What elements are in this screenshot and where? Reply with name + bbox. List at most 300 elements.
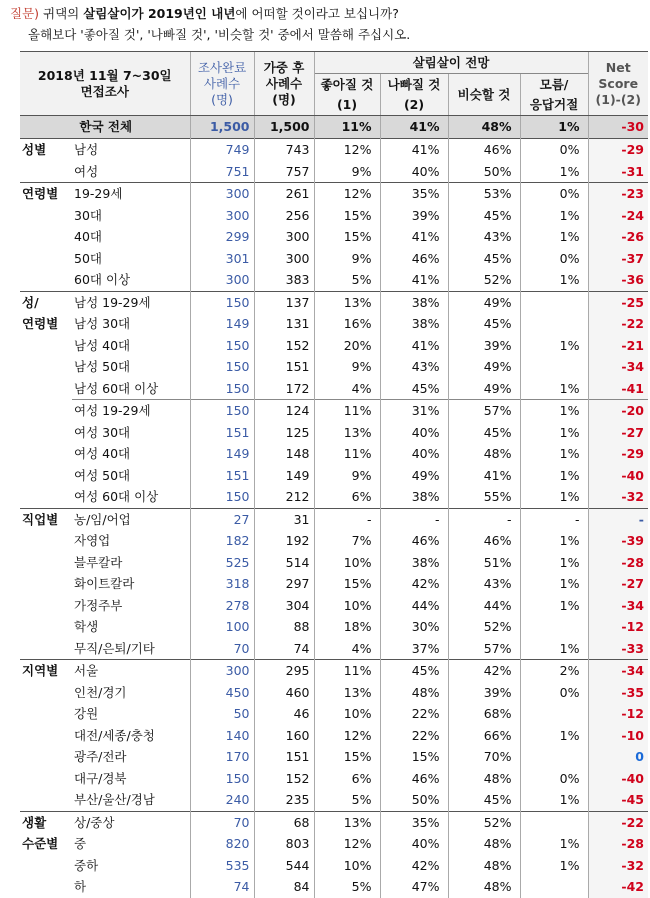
pct-better: 12% (314, 725, 380, 747)
sample-complete: 140 (190, 725, 254, 747)
row-label: 30대 (74, 207, 102, 223)
sample-weighted: 304 (254, 595, 314, 617)
pct-same: 49% (448, 378, 520, 400)
table-row (20, 183, 648, 205)
pct-same: 55% (448, 486, 520, 508)
table-row (20, 768, 648, 790)
pct-worse: 48% (380, 682, 448, 704)
sample-weighted: 544 (254, 855, 314, 877)
row-label: 여성 60대 이상 (74, 489, 159, 504)
pct-same: 39% (448, 335, 520, 357)
pct-dk: 0% (520, 682, 588, 704)
pct-worse: 40% (380, 833, 448, 855)
sample-weighted: 124 (254, 400, 314, 422)
table-row (20, 746, 648, 768)
pct-dk: 0% (520, 183, 588, 205)
net-score: -40 (588, 465, 648, 487)
pct-dk: 1% (520, 833, 588, 855)
table-row (20, 833, 648, 855)
table-row (20, 811, 648, 833)
sample-complete: 151 (190, 465, 254, 487)
row-label: 여성 40대 (74, 446, 131, 461)
sample-weighted: 88 (254, 616, 314, 638)
pct-same: 53% (448, 183, 520, 205)
pct-worse: 46% (380, 248, 448, 270)
question-tag: 질문) (10, 6, 40, 21)
question-line-2: 올해보다 '좋아질 것', '나빠질 것', '비슷할 것' 중에서 말씀해 주십시오. (28, 27, 411, 42)
pct-better: 10% (314, 703, 380, 725)
sample-weighted: 514 (254, 552, 314, 574)
sample-weighted: 84 (254, 876, 314, 898)
row-label: 무직/은퇴/기타 (74, 640, 155, 656)
group-label: 성별 (20, 139, 72, 183)
net-score: -45 (588, 789, 648, 811)
table-row (20, 595, 648, 617)
pct-better: 11% (314, 660, 380, 682)
table-row (20, 400, 648, 422)
sample-complete: 299 (190, 226, 254, 248)
row-label: 여성 19-29세 (72, 400, 190, 422)
header-net-score: Net Score (1)-(2) (588, 52, 648, 116)
header-sample-weighted: 가중 후 사례수 (명) (254, 52, 314, 116)
group-label: 생활 수준별 (20, 811, 72, 898)
table-row (20, 269, 648, 291)
table-row (20, 248, 648, 270)
table-row (20, 876, 648, 898)
sample-weighted: 460 (254, 682, 314, 704)
pct-same: 46% (448, 530, 520, 552)
net-score: -32 (588, 855, 648, 877)
pct-dk: 1% (520, 855, 588, 877)
sample-complete: 278 (190, 595, 254, 617)
pct-dk: 1% (520, 378, 588, 400)
pct-worse: 41% (380, 226, 448, 248)
pct-same: 42% (448, 660, 520, 682)
sample-complete: 150 (190, 768, 254, 790)
sample-weighted: 46 (254, 703, 314, 725)
sample-weighted: 160 (254, 725, 314, 747)
table-row (20, 682, 648, 704)
row-label: 학생 (74, 619, 99, 634)
pct-worse: 45% (380, 660, 448, 682)
pct-better: 18% (314, 616, 380, 638)
pct-dk: 1% (520, 205, 588, 227)
row-label: 여성 30대 (74, 424, 131, 440)
pct-dk: 1% (520, 269, 588, 291)
net-score: -10 (588, 725, 648, 747)
row-label: 인천/경기 (74, 684, 127, 700)
pct-better: 15% (314, 573, 380, 595)
sample-complete: 300 (190, 269, 254, 291)
net-score: -32 (588, 486, 648, 508)
net-score: - (588, 508, 648, 530)
net-score: -28 (588, 552, 648, 574)
table-row-total (20, 116, 648, 139)
row-label: 60대 이상 (74, 272, 131, 287)
net-score: -28 (588, 833, 648, 855)
pct-worse: 47% (380, 876, 448, 898)
pct-better: 6% (314, 768, 380, 790)
sample-complete: 150 (190, 378, 254, 400)
group-label: 직업별 (20, 508, 72, 660)
pct-same: - (448, 508, 520, 530)
net-score: -31 (588, 161, 648, 183)
sample-complete: 525 (190, 552, 254, 574)
pct-same: 45% (448, 205, 520, 227)
row-label: 50대 (74, 250, 102, 266)
pct-better: 4% (314, 638, 380, 660)
row-label: 여성 50대 (74, 467, 131, 483)
net-score: -34 (588, 595, 648, 617)
pct-better: 9% (314, 465, 380, 487)
pct-dk (520, 291, 588, 313)
sample-weighted: 172 (254, 378, 314, 400)
sample-weighted: 152 (254, 768, 314, 790)
sample-complete: 240 (190, 789, 254, 811)
table-row (20, 378, 648, 400)
pct-dk: 1% (520, 530, 588, 552)
table-row (20, 616, 648, 638)
net-score: -21 (588, 335, 648, 357)
pct-dk: 2% (520, 660, 588, 682)
row-label: 서울 (72, 660, 190, 682)
net-score: -23 (588, 183, 648, 205)
pct-better: 11% (314, 443, 380, 465)
table-row (20, 205, 648, 227)
pct-dk: 1% (520, 465, 588, 487)
sample-complete: 70 (190, 811, 254, 833)
group-label: 연령별 (20, 183, 72, 292)
header-better-code: (1) (314, 96, 380, 116)
pct-worse: 49% (380, 465, 448, 487)
table-row (20, 530, 648, 552)
pct-same: 57% (448, 638, 520, 660)
row-label: 화이트칼라 (74, 576, 135, 591)
question-line-1 (10, 4, 399, 23)
pct-same: 43% (448, 226, 520, 248)
pct-worse: 50% (380, 789, 448, 811)
net-score: -37 (588, 248, 648, 270)
net-score: -20 (588, 400, 648, 422)
pct-better: 10% (314, 855, 380, 877)
sample-weighted: 68 (254, 811, 314, 833)
row-label: 남성 40대 (74, 337, 131, 353)
sample-complete: 450 (190, 682, 254, 704)
sample-weighted: 1,500 (254, 116, 314, 139)
row-label: 40대 (74, 229, 102, 244)
row-label: 여성 (74, 163, 99, 179)
pct-worse: 15% (380, 746, 448, 768)
net-score: -40 (588, 768, 648, 790)
sample-weighted: 152 (254, 335, 314, 357)
pct-worse: 42% (380, 573, 448, 595)
sample-weighted: 212 (254, 486, 314, 508)
pct-dk: 0% (520, 768, 588, 790)
sample-complete: 149 (190, 313, 254, 335)
sample-complete: 50 (190, 703, 254, 725)
net-score: -39 (588, 530, 648, 552)
net-score: 0 (588, 746, 648, 768)
sample-weighted: 148 (254, 443, 314, 465)
pct-dk (520, 356, 588, 378)
pct-worse: 42% (380, 855, 448, 877)
pct-worse: 30% (380, 616, 448, 638)
pct-same: 48% (448, 876, 520, 898)
pct-dk: 1% (520, 116, 588, 139)
pct-same: 52% (448, 811, 520, 833)
row-label: 자영업 (74, 533, 111, 548)
pct-worse: 22% (380, 703, 448, 725)
header-outlook: 살림살이 전망 (314, 52, 588, 74)
pct-dk (520, 313, 588, 335)
row-label: 상/중상 (72, 811, 190, 833)
pct-worse: 35% (380, 183, 448, 205)
pct-better: 12% (314, 139, 380, 161)
sample-complete: 301 (190, 248, 254, 270)
sample-weighted: 125 (254, 422, 314, 444)
net-score: -12 (588, 616, 648, 638)
sample-weighted: 131 (254, 313, 314, 335)
row-label: 가정주부 (74, 597, 123, 613)
net-score: -24 (588, 205, 648, 227)
pct-dk: 1% (520, 486, 588, 508)
pct-better: 12% (314, 183, 380, 205)
header-better: 좋아질 것 (314, 74, 380, 96)
pct-worse: 41% (380, 116, 448, 139)
pct-better: 13% (314, 291, 380, 313)
row-label: 남성 (72, 139, 190, 161)
sample-complete: 150 (190, 356, 254, 378)
table-row (20, 660, 648, 682)
pct-same: 45% (448, 789, 520, 811)
pct-better: 13% (314, 682, 380, 704)
pct-dk: 1% (520, 725, 588, 747)
net-score: -12 (588, 703, 648, 725)
pct-dk: 1% (520, 595, 588, 617)
pct-worse: 40% (380, 161, 448, 183)
group-label: 지역별 (20, 660, 72, 812)
pct-dk: 1% (520, 443, 588, 465)
pct-better: 11% (314, 400, 380, 422)
header-same: 비슷할 것 (448, 74, 520, 116)
pct-worse: 43% (380, 356, 448, 378)
sample-complete: 535 (190, 855, 254, 877)
row-label: 대전/세종/충청 (74, 727, 155, 743)
net-score: -22 (588, 313, 648, 335)
net-score: -41 (588, 378, 648, 400)
pct-same: 49% (448, 291, 520, 313)
pct-dk: 1% (520, 400, 588, 422)
header-worse-code: (2) (380, 96, 448, 116)
header-survey-info: 2018년 11월 7~30일 면접조사 (20, 52, 190, 116)
pct-same: 52% (448, 269, 520, 291)
pct-same: 41% (448, 465, 520, 487)
row-label: 농/임/어업 (72, 508, 190, 530)
sample-complete: 820 (190, 833, 254, 855)
pct-better: 15% (314, 205, 380, 227)
pct-dk: 0% (520, 139, 588, 161)
pct-better: 16% (314, 313, 380, 335)
row-label: 대구/경북 (74, 770, 127, 786)
sample-complete: 74 (190, 876, 254, 898)
pct-better: 9% (314, 161, 380, 183)
pct-same: 50% (448, 161, 520, 183)
sample-complete: 100 (190, 616, 254, 638)
pct-same: 48% (448, 443, 520, 465)
pct-same: 45% (448, 422, 520, 444)
pct-worse: - (380, 508, 448, 530)
sample-complete: 27 (190, 508, 254, 530)
pct-same: 43% (448, 573, 520, 595)
pct-same: 49% (448, 356, 520, 378)
net-score: -42 (588, 876, 648, 898)
pct-dk: 1% (520, 789, 588, 811)
pct-better: 6% (314, 486, 380, 508)
pct-better: 4% (314, 378, 380, 400)
pct-dk (520, 616, 588, 638)
row-label: 남성 30대 (74, 316, 131, 331)
pct-dk: - (520, 508, 588, 530)
sample-complete: 149 (190, 443, 254, 465)
row-label: 한국 전체 (20, 116, 190, 139)
sample-weighted: 151 (254, 356, 314, 378)
sample-weighted: 137 (254, 291, 314, 313)
pct-worse: 46% (380, 530, 448, 552)
header-dk-2: 응답거절 (520, 96, 588, 116)
pct-better: 9% (314, 248, 380, 270)
sample-complete: 170 (190, 746, 254, 768)
pct-same: 51% (448, 552, 520, 574)
header-sample-complete: 조사완료 사례수 (명) (190, 52, 254, 116)
sample-complete: 150 (190, 400, 254, 422)
pct-better: 15% (314, 226, 380, 248)
sample-weighted: 192 (254, 530, 314, 552)
net-score: -29 (588, 443, 648, 465)
question-text-post: 에 어떠할 것이라고 보십니까? (235, 6, 399, 21)
pct-dk (520, 746, 588, 768)
sample-weighted: 300 (254, 248, 314, 270)
sample-complete: 150 (190, 486, 254, 508)
pct-worse: 41% (380, 335, 448, 357)
sample-complete: 751 (190, 161, 254, 183)
sample-weighted: 297 (254, 573, 314, 595)
pct-same: 68% (448, 703, 520, 725)
net-score: -36 (588, 269, 648, 291)
table-row (20, 855, 648, 877)
sample-complete: 318 (190, 573, 254, 595)
pct-better: 12% (314, 833, 380, 855)
group-label: 성/ 연령별 (20, 291, 72, 508)
row-label: 광주/전라 (74, 749, 127, 764)
sample-weighted: 383 (254, 269, 314, 291)
net-score: -26 (588, 226, 648, 248)
pct-worse: 41% (380, 269, 448, 291)
pct-better: 10% (314, 552, 380, 574)
pct-dk: 1% (520, 638, 588, 660)
pct-worse: 35% (380, 811, 448, 833)
pct-worse: 22% (380, 725, 448, 747)
row-label: 남성 19-29세 (72, 291, 190, 313)
table-row (20, 638, 648, 660)
net-score: -29 (588, 139, 648, 161)
net-score: -27 (588, 573, 648, 595)
table-row (20, 291, 648, 313)
table-row (20, 139, 648, 161)
pct-worse: 39% (380, 205, 448, 227)
pct-same: 57% (448, 400, 520, 422)
sample-weighted: 295 (254, 660, 314, 682)
question-text-pre: 귀댁의 (39, 6, 84, 21)
pct-same: 48% (448, 855, 520, 877)
sample-weighted: 261 (254, 183, 314, 205)
net-score: -27 (588, 422, 648, 444)
table-row (20, 465, 648, 487)
pct-better: 13% (314, 811, 380, 833)
sample-weighted: 256 (254, 205, 314, 227)
net-score: -34 (588, 660, 648, 682)
pct-worse: 40% (380, 422, 448, 444)
pct-same: 52% (448, 616, 520, 638)
pct-worse: 46% (380, 768, 448, 790)
pct-same: 45% (448, 313, 520, 335)
sample-weighted: 300 (254, 226, 314, 248)
table-row (20, 335, 648, 357)
pct-better: 7% (314, 530, 380, 552)
row-label: 블루칼라 (74, 554, 123, 570)
pct-better: 5% (314, 269, 380, 291)
pct-same: 48% (448, 116, 520, 139)
row-label: 19-29세 (72, 183, 190, 205)
pct-same: 44% (448, 595, 520, 617)
row-label: 남성 60대 이상 (74, 380, 159, 396)
pct-worse: 44% (380, 595, 448, 617)
pct-same: 66% (448, 725, 520, 747)
pct-better: 13% (314, 422, 380, 444)
pct-better: 5% (314, 789, 380, 811)
net-score: -22 (588, 811, 648, 833)
table-row (20, 313, 648, 335)
sample-weighted: 149 (254, 465, 314, 487)
pct-same: 70% (448, 746, 520, 768)
sample-complete: 749 (190, 139, 254, 161)
table-row (20, 226, 648, 248)
pct-same: 46% (448, 139, 520, 161)
pct-same: 48% (448, 833, 520, 855)
sample-complete: 70 (190, 638, 254, 660)
net-score: -35 (588, 682, 648, 704)
sample-weighted: 757 (254, 161, 314, 183)
table-row (20, 725, 648, 747)
pct-worse: 38% (380, 552, 448, 574)
table-row (20, 508, 648, 530)
pct-worse: 38% (380, 313, 448, 335)
pct-worse: 31% (380, 400, 448, 422)
pct-dk: 1% (520, 573, 588, 595)
table-row (20, 422, 648, 444)
header-worse: 나빠질 것 (380, 74, 448, 96)
sample-weighted: 74 (254, 638, 314, 660)
net-score: -33 (588, 638, 648, 660)
sample-complete: 1,500 (190, 116, 254, 139)
table-row (20, 573, 648, 595)
pct-same: 48% (448, 768, 520, 790)
pct-worse: 41% (380, 139, 448, 161)
pct-worse: 38% (380, 291, 448, 313)
sample-weighted: 151 (254, 746, 314, 768)
sample-complete: 300 (190, 660, 254, 682)
pct-dk (520, 876, 588, 898)
row-label: 강원 (74, 706, 99, 721)
